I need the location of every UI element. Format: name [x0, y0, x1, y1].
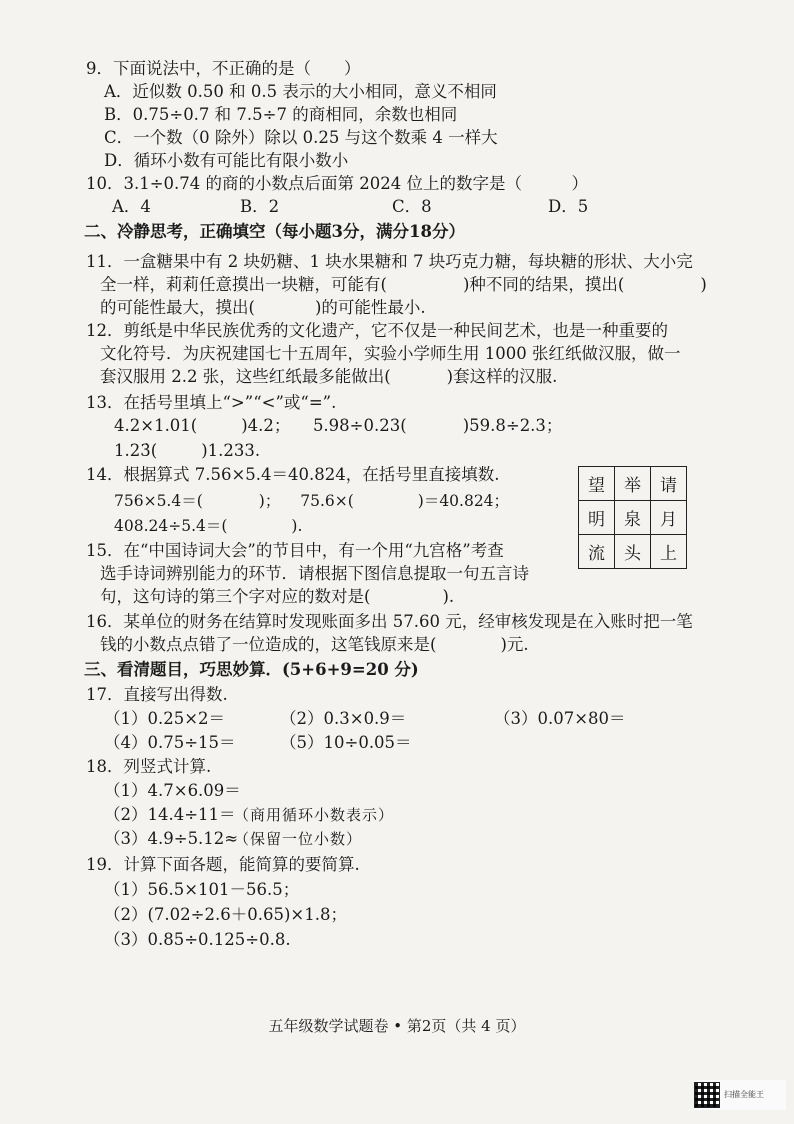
grid-cell: 头 [615, 535, 651, 569]
q18-item-1: （1）4.7×6.09＝ [104, 781, 241, 800]
q16-line-1: 16．某单位的财务在结算时发现账面多出 57.60 元，经审核发现是在入账时把一笔 [86, 612, 693, 631]
q16-line-2 [100, 634, 529, 656]
section-2-heading: 二、冷静思考，正确填空（每小题3分，满分18分） [84, 222, 465, 241]
q13-text: 4.2×1.01( [114, 416, 198, 435]
grid-cell: 流 [579, 535, 615, 569]
q11-text: 全一样，莉莉任意摸出一块糖，可能有( [100, 275, 387, 294]
q9-option-c: C．一个数（0 除外）除以 0.25 与这个数乘 4 一样大 [104, 128, 498, 147]
grid-cell: 举 [615, 467, 651, 501]
q17-item-1: （1）0.25×2＝ [104, 709, 226, 728]
q17-item-3: （3）0.07×80＝ [494, 709, 626, 728]
q16-text: 钱的小数点点错了一位造成的，这笔钱原来是( [100, 635, 437, 654]
q11-line-2 [100, 274, 707, 296]
q10-stem: 10．3.1÷0.74 的商的小数点后面第 2024 位上的数字是（ ） [86, 174, 589, 193]
q19-item-1: （1）56.5×101－56.5； [104, 880, 300, 899]
q13-text: )1.233. [201, 441, 261, 460]
page-footer: 五年级数学试题卷 • 第2页（共 4 页） [268, 1017, 526, 1035]
q12-text: )套这样的汉服. [446, 367, 558, 386]
q14-line-2 [114, 515, 302, 537]
q11-text: 的可能性最大，摸出( [100, 298, 255, 317]
q12-line-3 [100, 366, 557, 388]
grid-cell: 请 [651, 467, 687, 501]
q11-text: )的可能性最小. [314, 298, 426, 317]
scanner-label: 扫描全能王 [724, 1090, 764, 1099]
q10-option-d: D．5 [548, 197, 589, 216]
q14-text: )＝40.824； [417, 492, 510, 510]
q18-note-3: （保留一位小数） [234, 830, 363, 848]
q13-text: )4.2； [241, 416, 291, 435]
q12-line-2: 文化符号．为庆祝建国七十五周年，实验小学师生用 1000 张红纸做汉服，做一 [100, 344, 681, 363]
q14-stem: 14．根据算式 7.56×5.4＝40.824，在括号里直接填数. [86, 465, 500, 484]
q12-text: 套汉服用 2.2 张，这些红纸最多能做出( [100, 367, 391, 386]
q15-text: 句，这句诗的第三个字对应的数对是( [100, 587, 371, 606]
q13-text: )59.8÷2.3； [462, 416, 563, 435]
q19-stem: 19．计算下面各题，能简算的要简算. [86, 855, 360, 874]
q15-line-3 [100, 586, 454, 608]
q10-option-b: B．2 [240, 197, 280, 216]
q17-item-5: （5）10÷0.05＝ [280, 733, 412, 752]
grid-cell: 上 [651, 535, 687, 569]
q11-line-1: 11．一盒糖果中有 2 块奶糖、1 块水果糖和 7 块巧克力糖，每块糖的形状、大小完 [86, 252, 693, 271]
q11-line-3 [100, 297, 426, 319]
grid-cell: 月 [651, 501, 687, 535]
scanner-watermark [694, 1080, 786, 1110]
q13-text: 1.23̇( [114, 441, 158, 460]
q9-option-a: A．近似数 0.50 和 0.5 表示的大小相同，意义不相同 [104, 82, 497, 101]
q12-line-1: 12．剪纸是中华民族优秀的文化遗产，它不仅是一种民间艺术，也是一种重要的 [86, 321, 668, 340]
q15-text: ). [442, 587, 455, 606]
q14-line-1 [114, 490, 509, 512]
section-3-heading: 三、看清题目，巧思妙算．(5+6+9=20 分) [84, 660, 419, 679]
q11-text: ) [700, 275, 707, 294]
qr-code-icon [694, 1082, 720, 1108]
q17-stem: 17．直接写出得数. [86, 685, 228, 704]
q9-option-b: B．0.75÷0.7 和 7.5÷7 的商相同，余数也相同 [104, 105, 458, 124]
q17-item-4: （4）0.75÷15＝ [104, 733, 236, 752]
grid-cell: 明 [579, 501, 615, 535]
q18-item-3: （3）4.9÷5.12≈ [104, 829, 239, 848]
q15-line-1: 15．在“中国诗词大会”的节目中，有一个用“九宫格”考查 [86, 541, 504, 560]
q18-item-2: （2）14.4÷11＝ [104, 805, 236, 824]
q14-text: 75.6×( [300, 492, 354, 510]
q15-line-2: 选手诗词辨别能力的环节．请根据下图信息提取一句五言诗 [100, 564, 529, 583]
q14-text: 408.24÷5.4＝( [114, 517, 228, 535]
poem-nine-grid [578, 466, 687, 569]
q13-text: 5.98÷0.23( [312, 416, 407, 435]
q14-text: ). [291, 517, 303, 535]
q13-line-2 [114, 440, 260, 462]
q18-stem: 18．列竖式计算. [86, 757, 212, 776]
q11-text: )种不同的结果，摸出( [462, 275, 625, 294]
grid-cell: 望 [579, 467, 615, 501]
q19-item-2: （2）(7.02÷2.6＋0.65)×1.8； [104, 905, 347, 924]
q13-stem: 13．在括号里填上“>”“<”或“=”. [86, 393, 337, 412]
q10-option-a: A．4 [112, 197, 151, 216]
q19-item-3: （3）0.85÷0.125÷0.8. [104, 930, 291, 949]
q14-text: 756×5.4＝( [114, 492, 203, 510]
grid-cell: 泉 [615, 501, 651, 535]
q10-option-c: C．8 [392, 197, 432, 216]
q9-option-d: D．循环小数有可能比有限小数小 [104, 151, 349, 170]
q18-note-2: （商用循环小数表示） [234, 806, 395, 824]
q14-text: )； [258, 492, 281, 510]
q9-stem: 9．下面说法中，不正确的是（ ） [86, 59, 361, 78]
q16-text: )元. [500, 635, 529, 654]
q17-item-2: （2）0.3×0.9＝ [280, 709, 407, 728]
q13-line-1 [114, 415, 562, 437]
